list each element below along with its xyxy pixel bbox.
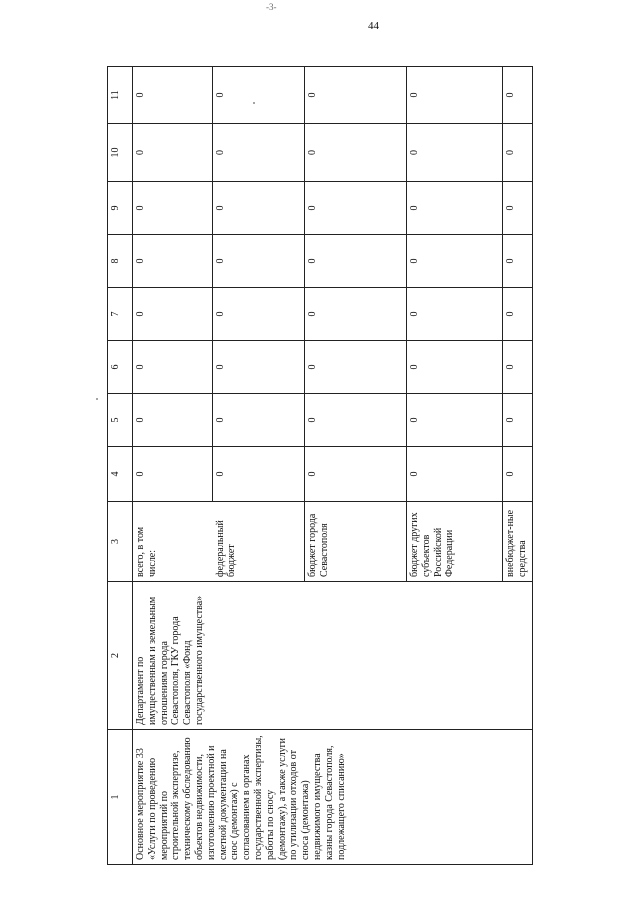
- value-cell: 0: [407, 67, 503, 124]
- value-cell: 0: [133, 394, 213, 447]
- value-cell: 0: [407, 394, 503, 447]
- value-cell: 0: [407, 341, 503, 394]
- program-table: [107, 66, 533, 865]
- header-row: [108, 67, 133, 865]
- value-cell: 0: [503, 67, 533, 124]
- source-cell: всего, в том числе:: [133, 502, 213, 582]
- value-cell: 0: [407, 124, 503, 182]
- source-cell: внебюджет-ные средства: [503, 502, 533, 582]
- value-cell: 0: [305, 124, 407, 182]
- value-cell: 0: [213, 182, 305, 235]
- value-cell: 0: [133, 182, 213, 235]
- col-header: 7: [108, 288, 133, 341]
- value-cell: 0: [133, 288, 213, 341]
- value-cell: 0: [503, 288, 533, 341]
- value-cell: 0: [305, 288, 407, 341]
- value-cell: 0: [213, 341, 305, 394]
- value-cell: 0: [503, 182, 533, 235]
- value-cell: 0: [133, 124, 213, 182]
- value-cell: 0: [503, 235, 533, 288]
- value-cell: 0: [133, 235, 213, 288]
- source-cell: бюджет города Севастополя: [305, 502, 407, 582]
- col-header: 3: [108, 502, 133, 582]
- value-cell: 0: [213, 288, 305, 341]
- value-cell: 0: [213, 235, 305, 288]
- source-cell: федеральный бюджет: [213, 502, 305, 582]
- value-cell: 0: [503, 124, 533, 182]
- value-cell: 0: [407, 288, 503, 341]
- value-cell: 0: [133, 341, 213, 394]
- value-cell: 0: [133, 447, 213, 502]
- col-header: 6: [108, 341, 133, 394]
- page-number: 44: [368, 20, 379, 32]
- col-header: 9: [108, 182, 133, 235]
- source-cell: бюджет других субъектов Российской Федерации: [407, 502, 503, 582]
- value-cell: 0: [213, 124, 305, 182]
- value-cell: 0: [503, 447, 533, 502]
- value-cell: 0: [213, 447, 305, 502]
- col-header: 4: [108, 447, 133, 502]
- value-cell: 0: [503, 341, 533, 394]
- scan-speck: [96, 398, 98, 400]
- col-header: 8: [108, 235, 133, 288]
- value-cell: 0: [305, 67, 407, 124]
- col-header: 5: [108, 394, 133, 447]
- table-row: [133, 67, 213, 865]
- event-cell: Основное мероприятие 33 «Услуги по проведению мероприятий по строительной экспертизе, техническому обследованию объектов недвижимости, изготовлению проектной и сметной документации на снос (демонтаж) с согласованием в органах государственной экспертизы, работы по сносу (демонтажу), а также услуги по утилизации отходов от сноса (демонтажа) недвижимого имущества казны города Севастополя, подлежащего списанию»: [133, 730, 533, 865]
- col-header: 11: [108, 67, 133, 124]
- value-cell: 0: [407, 182, 503, 235]
- value-cell: 0: [305, 341, 407, 394]
- executor-cell: Департамент по имущественным и земельным отношениям города Севастополя, ГКУ города Севастополя «Фонд государственного имущества»: [133, 582, 533, 730]
- table-rotator: [107, 67, 527, 865]
- col-header: 1: [108, 730, 133, 865]
- value-cell: 0: [305, 182, 407, 235]
- value-cell: 0: [305, 235, 407, 288]
- value-cell: 0: [213, 394, 305, 447]
- top-mark: -3-: [266, 2, 277, 12]
- value-cell: 0: [213, 67, 305, 124]
- value-cell: 0: [305, 447, 407, 502]
- col-header: 10: [108, 124, 133, 182]
- value-cell: 0: [305, 394, 407, 447]
- col-header: 2: [108, 582, 133, 730]
- value-cell: 0: [503, 394, 533, 447]
- value-cell: 0: [407, 235, 503, 288]
- value-cell: 0: [407, 447, 503, 502]
- value-cell: 0: [133, 67, 213, 124]
